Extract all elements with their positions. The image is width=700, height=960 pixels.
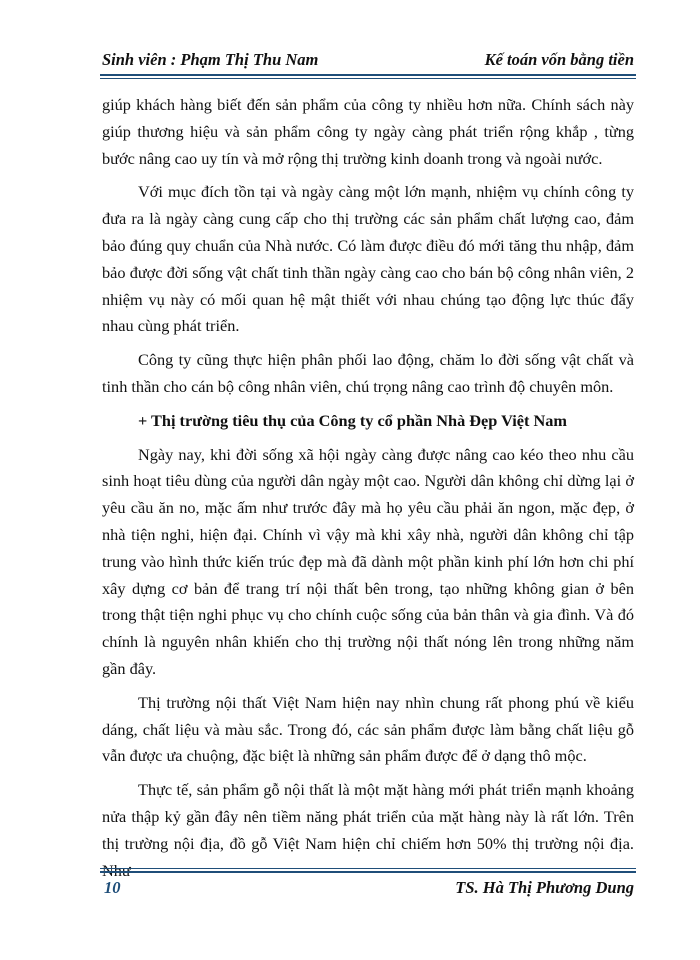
paragraph-2: Với mục đích tồn tại và ngày càng một lớn mạnh, nhiệm vụ chính công ty đưa ra là ngày càng cung cấp cho thị trường các sản phẩm chất lượng cao, đảm bảo đúng quy chuẩn của Nhà nước. Có làm được điều đó mới tăng thu nhập, đảm bảo được đời sống vật chất tinh thần ngày càng cao cho bán bộ công nhân viên, 2 nhiệm vụ này có mối quan hệ mật thiết với nhau chúng tạo động lực thúc đẩy nhau cùng phát triển. (102, 182, 634, 336)
header-student-name: Sinh viên : Phạm Thị Thu Nam (102, 50, 319, 69)
paragraph-3: Công ty cũng thực hiện phân phối lao động, chăm lo đời sống vật chất và tinh thần cho cán bộ công nhân viên, chú trọng nâng cao trình độ chuyên môn. (102, 350, 634, 396)
section-heading: + Thị trường tiêu thụ của Công ty cổ phần Nhà Đẹp Việt Nam (138, 410, 567, 430)
paragraph-5: Thị trường nội thất Việt Nam hiện nay nhìn chung rất phong phú về kiểu dáng, chất liệu và màu sắc. Trong đó, các sản phẩm được làm bằng chất liệu gỗ vẫn được ưa chuộng, đặc biệt là những sản phẩm được để ở dạng thô mộc. (102, 692, 634, 766)
page-header (102, 44, 634, 74)
paragraph-4: Ngày nay, khi đời sống xã hội ngày càng được nâng cao kéo theo nhu cầu sinh hoạt tiêu dùng của người dân ngày một cao. Người dân không chỉ dừng lại ở yêu cầu ăn no, mặc ấm như trước đây mà họ yêu cầu phải ăn ngon, mặc đẹp, ở nhà tiện nghi, hiện đại. Chính vì vậy mà khi xây nhà, người dân không chỉ tập trung vào hình thức kiến trúc đẹp mà đã dành một phần kinh phí lớn hơn chi phí xây dựng cơ bản để trang trí nội thất bên trong, tạo những không gian ở bên trong thật tiện nghi phục vụ cho chính cuộc sống của bản thân và gia đình. Và đó chính là nguyên nhân khiến cho thị trường nội thất nóng lên trong những năm gần đây. (102, 444, 634, 678)
footer-divider (100, 868, 636, 873)
page-footer (102, 876, 634, 902)
header-report-title: Kế toán vốn bằng tiền (484, 50, 634, 69)
paragraph-6: Thực tế, sản phẩm gỗ nội thất là một mặt hàng mới phát triển mạnh khoảng nửa thập kỷ gần đây nên tiềm năng phát triển của mặt hàng này là rất lớn. Trên thị trường nội địa, đồ gỗ Việt Nam hiện chỉ chiếm hơn 50% thị trường nội địa. Như (102, 780, 634, 880)
page-body (102, 92, 634, 891)
paragraph-1: giúp khách hàng biết đến sản phẩm của công ty nhiều hơn nữa. Chính sách này giúp thương hiệu và sản phẩm công ty ngày càng phát triển rộng khắp , từng bước nâng cao uy tín và mở rộng thị trường kinh doanh trong và ngoài nước. (102, 95, 634, 168)
footer-supervisor-name: TS. Hà Thị Phương Dung (455, 878, 634, 897)
page-number: 10 (104, 878, 121, 897)
header-divider (100, 74, 636, 79)
